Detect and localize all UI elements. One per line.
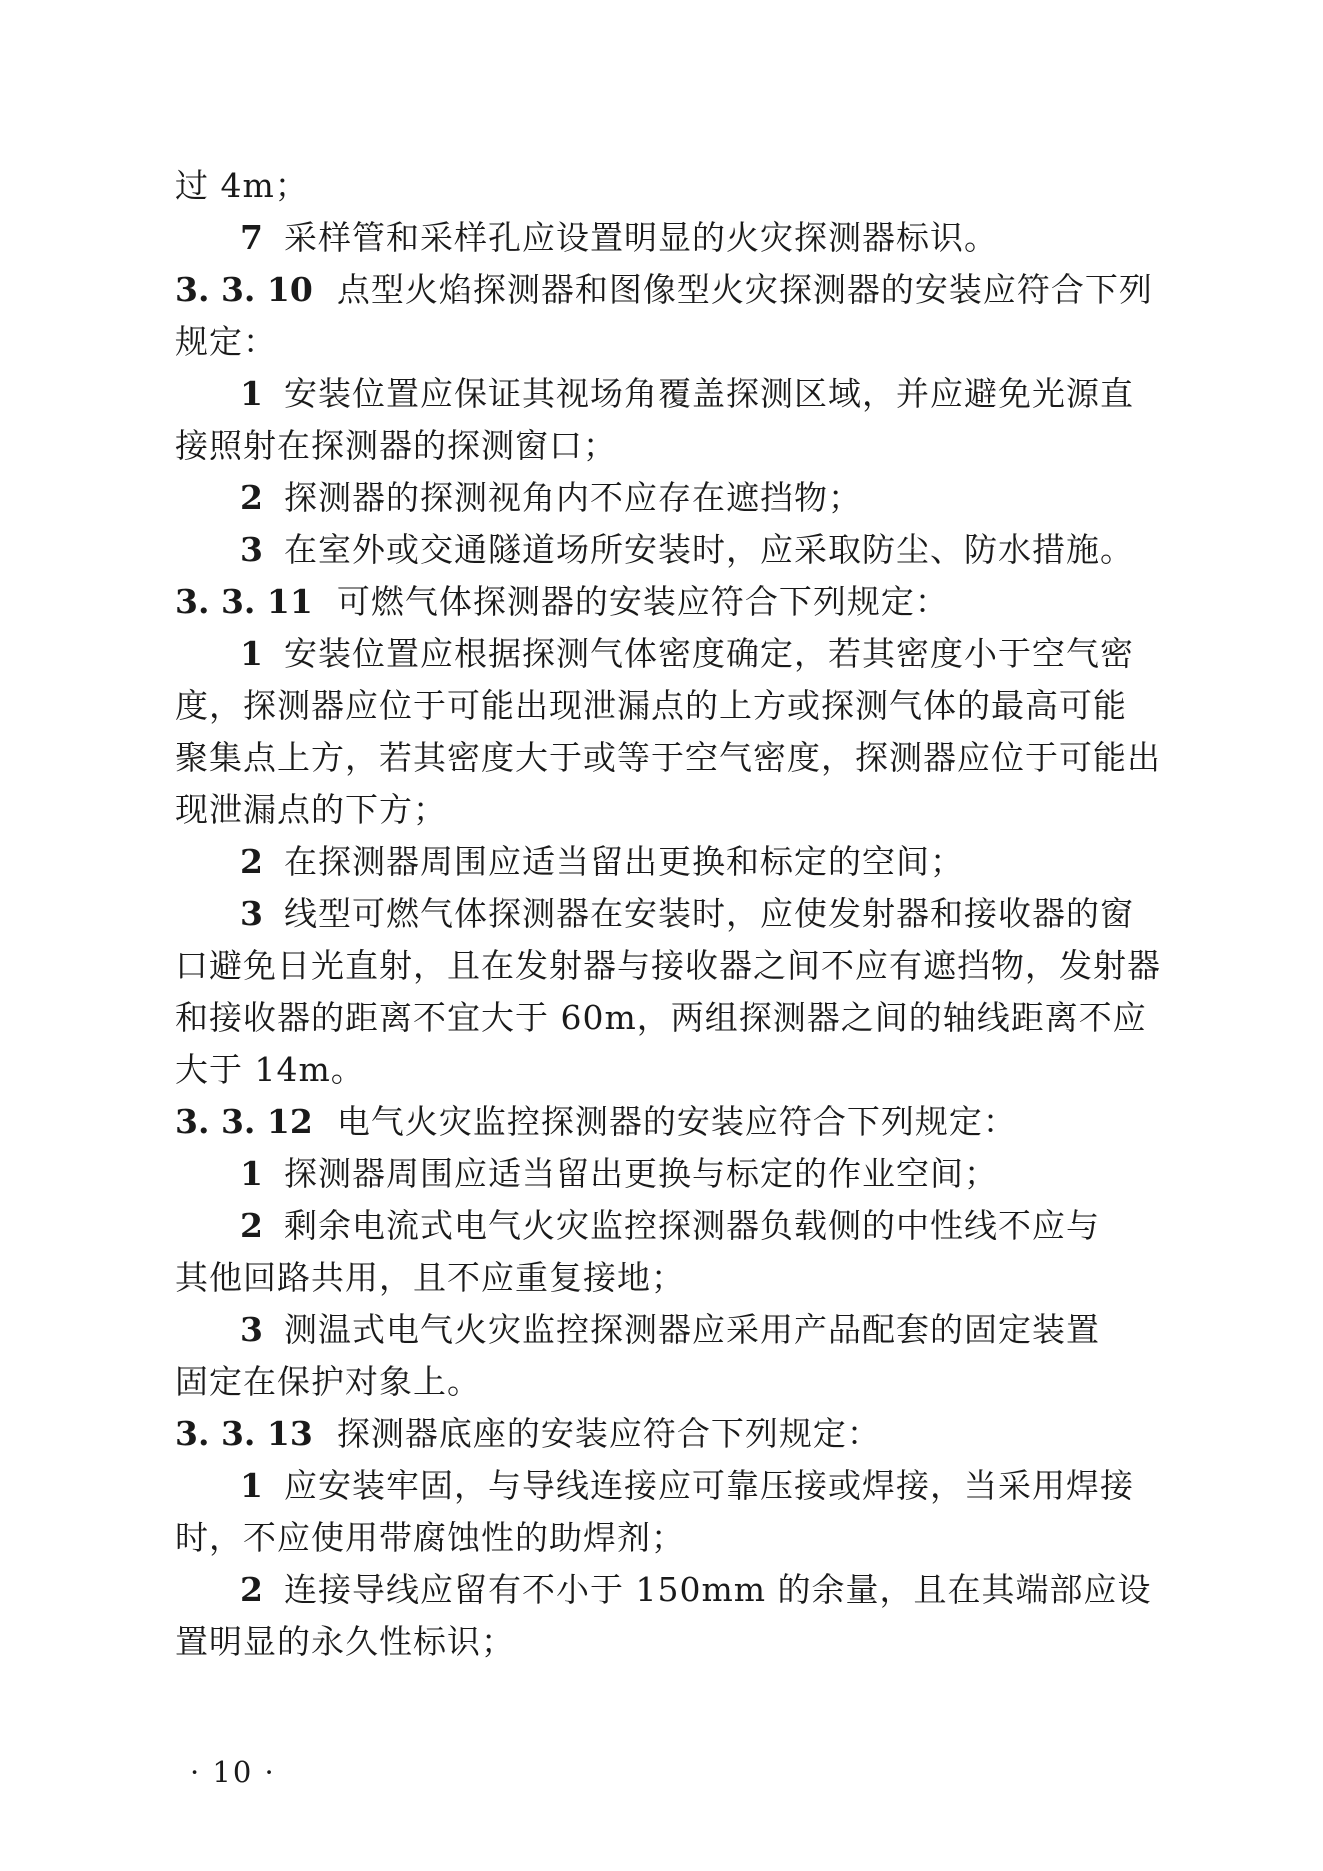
item-number: 2 <box>240 1570 264 1609</box>
line-text: 固定在保护对象上。 <box>175 1362 481 1401</box>
item-number: 1 <box>240 634 264 673</box>
line-text: 探测器底座的安装应符合下列规定： <box>336 1414 881 1453</box>
text-line <box>0 992 1323 1044</box>
list-item <box>0 212 1323 264</box>
line-text: 大于 14m。 <box>175 1050 365 1089</box>
page-number: · 10 · <box>190 1755 276 1789</box>
item-number: 7 <box>240 218 264 257</box>
line-text: 安装位置应根据探测气体密度确定，若其密度小于空气密 <box>283 634 1134 673</box>
item-number: 1 <box>240 1154 264 1193</box>
item-number: 2 <box>240 478 264 517</box>
line-text: 电气火灾监控探测器的安装应符合下列规定： <box>336 1102 1017 1141</box>
text-line <box>0 1356 1323 1408</box>
line-text: 采样管和采样孔应设置明显的火灾探测器标识。 <box>283 218 998 257</box>
line-text: 口避免日光直射，且在发射器与接收器之间不应有遮挡物，发射器 <box>175 946 1161 985</box>
line-text: 规定： <box>175 322 277 361</box>
item-number: 2 <box>240 1206 264 1245</box>
list-item <box>0 628 1323 680</box>
text-line <box>0 1512 1323 1564</box>
item-number: 3 <box>240 530 264 569</box>
clause-number: 3. 3. 10 <box>175 270 313 309</box>
clause-heading <box>0 1408 1323 1460</box>
list-item <box>0 524 1323 576</box>
line-text: 探测器周围应适当留出更换与标定的作业空间； <box>283 1154 998 1193</box>
line-text: 时，不应使用带腐蚀性的助焊剂； <box>175 1518 685 1557</box>
list-item <box>0 1304 1323 1356</box>
list-item <box>0 1148 1323 1200</box>
clause-number: 3. 3. 11 <box>175 582 313 621</box>
item-number: 1 <box>240 374 264 413</box>
line-text: 剩余电流式电气火灾监控探测器负载侧的中性线不应与 <box>283 1206 1100 1245</box>
list-item <box>0 1200 1323 1252</box>
item-number: 1 <box>240 1466 264 1505</box>
clause-heading <box>0 576 1323 628</box>
text-line <box>0 1616 1323 1668</box>
text-line <box>0 160 1323 212</box>
line-text: 接照射在探测器的探测窗口； <box>175 426 617 465</box>
line-text: 现泄漏点的下方； <box>175 790 447 829</box>
text-line <box>0 784 1323 836</box>
line-text: 在探测器周围应适当留出更换和标定的空间； <box>283 842 964 881</box>
list-item <box>0 836 1323 888</box>
list-item <box>0 368 1323 420</box>
text-line <box>0 732 1323 784</box>
item-number: 2 <box>240 842 264 881</box>
item-number: 3 <box>240 1310 264 1349</box>
clause-number: 3. 3. 13 <box>175 1414 313 1453</box>
line-text: 安装位置应保证其视场角覆盖探测区域，并应避免光源直 <box>283 374 1134 413</box>
line-text: 线型可燃气体探测器在安装时，应使发射器和接收器的窗 <box>283 894 1134 933</box>
line-text: 应安装牢固，与导线连接应可靠压接或焊接，当采用焊接 <box>283 1466 1134 1505</box>
line-text: 度，探测器应位于可能出现泄漏点的上方或探测气体的最高可能 <box>175 686 1127 725</box>
list-item <box>0 888 1323 940</box>
clause-heading <box>0 264 1323 316</box>
text-line <box>0 940 1323 992</box>
line-text: 点型火焰探测器和图像型火灾探测器的安装应符合下列 <box>336 270 1153 309</box>
text-line <box>0 316 1323 368</box>
clause-number: 3. 3. 12 <box>175 1102 313 1141</box>
clause-heading <box>0 1096 1323 1148</box>
line-text: 在室外或交通隧道场所安装时，应采取防尘、防水措施。 <box>283 530 1134 569</box>
line-text: 探测器的探测视角内不应存在遮挡物； <box>283 478 862 517</box>
line-text: 其他回路共用，且不应重复接地； <box>175 1258 685 1297</box>
line-text: 和接收器的距离不宜大于 60m，两组探测器之间的轴线距离不应 <box>175 998 1147 1037</box>
line-text: 可燃气体探测器的安装应符合下列规定： <box>336 582 949 621</box>
line-text: 聚集点上方，若其密度大于或等于空气密度，探测器应位于可能出 <box>175 738 1161 777</box>
line-text: 测温式电气火灾监控探测器应采用产品配套的固定装置 <box>283 1310 1100 1349</box>
text-line <box>0 420 1323 472</box>
list-item <box>0 1460 1323 1512</box>
list-item <box>0 472 1323 524</box>
text-line <box>0 1252 1323 1304</box>
text-line <box>0 680 1323 732</box>
item-number: 3 <box>240 894 264 933</box>
line-text: 连接导线应留有不小于 150mm 的余量，且在其端部应设 <box>283 1570 1152 1609</box>
line-text: 置明显的永久性标识； <box>175 1622 515 1661</box>
list-item <box>0 1564 1323 1616</box>
line-text: 过 4m； <box>175 166 309 205</box>
text-line <box>0 1044 1323 1096</box>
